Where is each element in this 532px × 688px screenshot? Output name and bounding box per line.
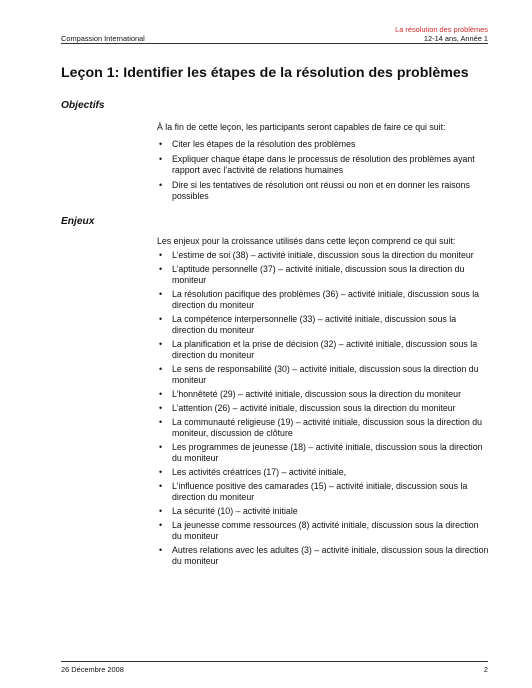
- list-item-text: Citer les étapes de la résolution des problèmes: [172, 139, 356, 149]
- list-item: [157, 389, 489, 400]
- list-item: [157, 442, 489, 464]
- list-item-text: L’aptitude personnelle (37) – activité initiale, discussion sous la direction du moniteur: [172, 264, 465, 285]
- list-item: [157, 520, 489, 542]
- bullet-icon: •: [159, 481, 163, 491]
- list-item: [157, 481, 489, 503]
- list-item: [157, 467, 489, 478]
- course-title: La résolution des problèmes: [395, 25, 488, 34]
- bullet-icon: •: [159, 545, 163, 555]
- list-item-text: L’estime de soi (38) – activité initiale, discussion sous la direction du moniteur: [172, 250, 474, 260]
- bullet-icon: •: [159, 467, 163, 477]
- list-item-text: Le sens de responsabilité (30) – activité initiale, discussion sous la direction du moniteur: [172, 364, 479, 385]
- list-item: [157, 139, 489, 150]
- list-item: [157, 339, 489, 361]
- list-item: [157, 289, 489, 311]
- list-item: [157, 403, 489, 414]
- list-item-text: La compétence interpersonnelle (33) – activité initiale, discussion sous la direction du moniteur: [172, 314, 457, 335]
- issues-section: [157, 236, 489, 570]
- lesson-title: Leçon 1: Identifier les étapes de la résolution des problèmes: [61, 65, 469, 81]
- list-item: [157, 506, 489, 517]
- objectives-section: [157, 122, 489, 206]
- list-item: [157, 364, 489, 386]
- list-item-text: La sécurité (10) – activité initiale: [172, 506, 298, 516]
- list-item-text: Expliquer chaque étape dans le processus de résolution des problèmes ayant rapport avec l’activité de relations humaines: [172, 154, 475, 175]
- bullet-icon: •: [159, 417, 163, 427]
- list-item: [157, 180, 489, 202]
- list-item: [157, 417, 489, 439]
- age-year: 12-14 ans, Année 1: [423, 34, 488, 43]
- list-item-text: La résolution pacifique des problèmes (36) – activité initiale, discussion sous la direction du moniteur: [172, 289, 480, 310]
- bullet-icon: •: [159, 289, 163, 299]
- list-item-text: La jeunesse comme ressources (8) activité initiale, discussion sous la direction du moniteur: [172, 520, 479, 541]
- list-item-text: La planification et la prise de décision (32) – activité initiale, discussion sous la direction du moniteur: [172, 339, 478, 360]
- bullet-icon: •: [159, 314, 163, 324]
- list-item-text: L’attention (26) – activité initiale, discussion sous la direction du moniteur: [172, 403, 456, 413]
- list-item-text: Les activités créatrices (17) – activité initiale,: [172, 467, 347, 477]
- footer-rule: [61, 661, 488, 662]
- bullet-icon: •: [159, 339, 163, 349]
- bullet-icon: •: [159, 180, 163, 190]
- bullet-icon: •: [159, 506, 163, 516]
- list-item-text: Autres relations avec les adultes (3) – activité initiale, discussion sous la direction du moniteur: [172, 545, 489, 566]
- list-item: [157, 250, 489, 261]
- header-rule: [61, 43, 488, 44]
- bullet-icon: •: [159, 389, 163, 399]
- bullet-icon: •: [159, 250, 163, 260]
- bullet-icon: •: [159, 264, 163, 274]
- bullet-icon: •: [159, 364, 163, 374]
- list-item-text: L’honnêteté (29) – activité initiale, discussion sous la direction du moniteur: [172, 389, 461, 399]
- page-number: 2: [483, 665, 488, 674]
- list-item: [157, 314, 489, 336]
- list-item-text: La communauté religieuse (19) – activité initiale, discussion sous la direction du moniteur, discussion de clôture: [172, 417, 483, 438]
- objectives-intro: À la fin de cette leçon, les participants seront capables de faire ce qui suit:: [157, 122, 446, 132]
- issues-intro: Les enjeux pour la croissance utilisés dans cette leçon comprend ce qui suit:: [157, 236, 456, 246]
- list-item-text: L’influence positive des camarades (15) – activité initiale, discussion sous la direction du moniteur: [172, 481, 468, 502]
- bullet-icon: •: [159, 154, 163, 164]
- running-header: [395, 25, 488, 43]
- objectives-heading: Objectifs: [61, 100, 105, 111]
- bullet-icon: •: [159, 442, 163, 452]
- objectives-list: [157, 139, 489, 202]
- issues-heading: Enjeux: [61, 216, 95, 227]
- issues-list: [157, 250, 489, 567]
- bullet-icon: •: [159, 403, 163, 413]
- list-item: [157, 264, 489, 286]
- organization-name: Compassion International: [61, 34, 145, 43]
- bullet-icon: •: [159, 139, 163, 149]
- list-item: [157, 545, 489, 567]
- bullet-icon: •: [159, 520, 163, 530]
- footer-date: 26 Décembre 2008: [61, 665, 124, 674]
- list-item-text: Dire si les tentatives de résolution ont réussi ou non et en donner les raisons possibles: [172, 180, 470, 201]
- list-item: [157, 154, 489, 176]
- list-item-text: Les programmes de jeunesse (18) – activité initiale, discussion sous la direction du moniteur: [172, 442, 483, 463]
